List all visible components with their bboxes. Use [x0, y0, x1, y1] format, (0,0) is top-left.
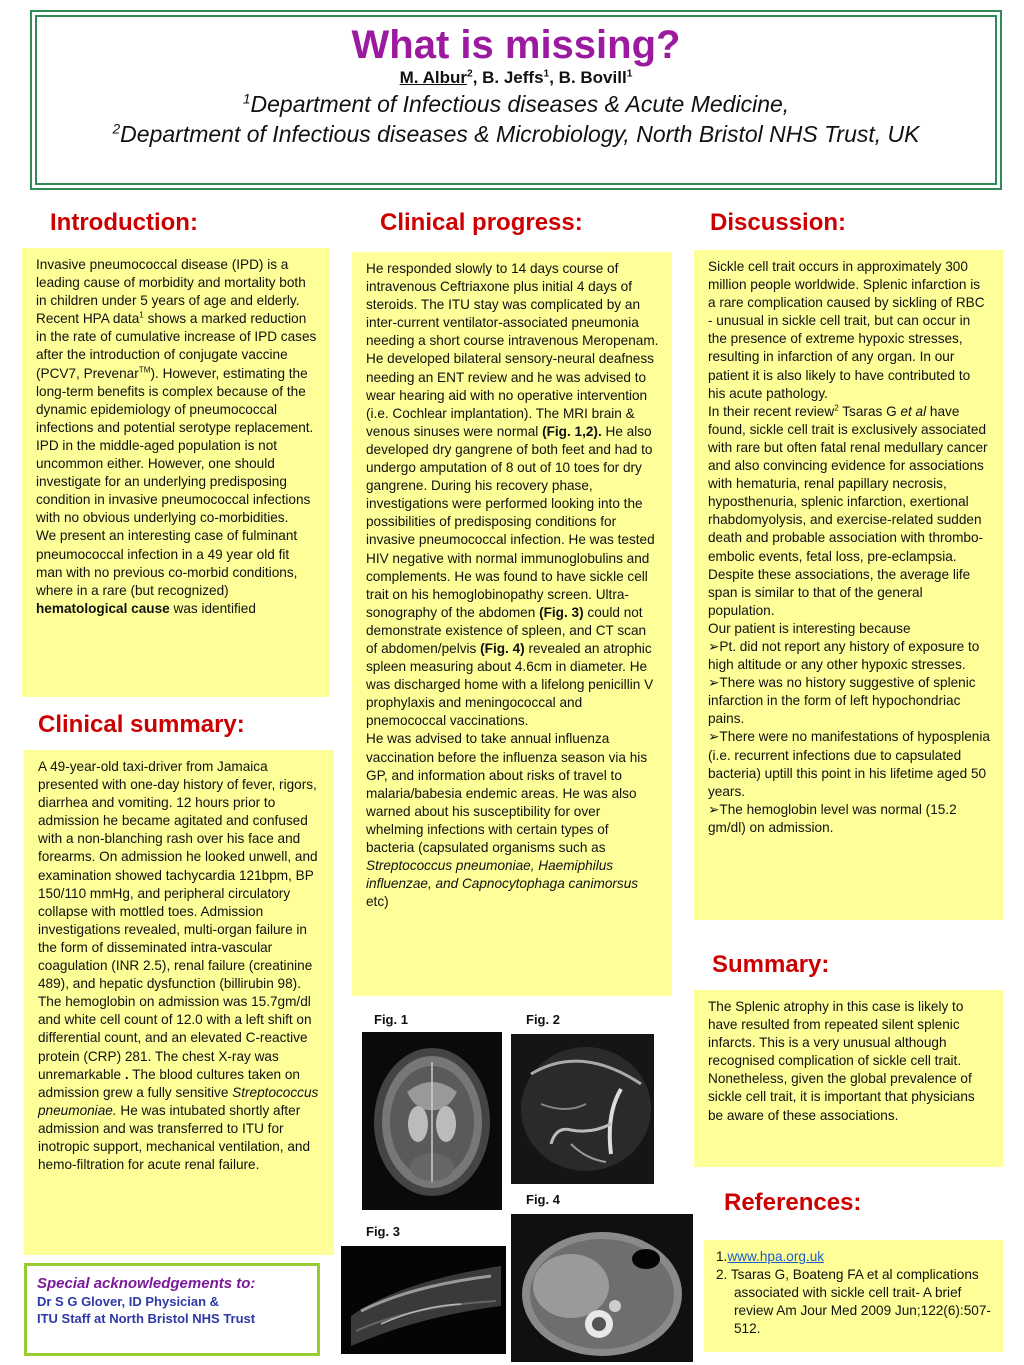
- references-heading: References:: [724, 1189, 862, 1216]
- reference-2: 2. Tsaras G, Boateng FA et al complications associated with sickle cell trait- A brief review Am Jour Med 2009 Jun;122(6):507-512.: [716, 1267, 991, 1337]
- clinical-progress-p2: He was advised to take annual influenza vaccination before the influenza season via his GP, and information about risks of travel to malaria/babesia endemic areas. He was also warned about his susceptibility for over whelming infections with certain types of bacteria (capsulated organisms such as Streptococcus pneumoniae, Haemiphilus influenzae, and Capnocytophaga canimorsus etc): [366, 731, 648, 910]
- fig-4-label: Fig. 4: [526, 1192, 560, 1207]
- discussion-bullet: ➢ There were no manifestations of hyposplenia (i.e. recurrent infections due to capsulated bacteria) uptill this point in his lifetime aged 50 years.: [708, 728, 991, 800]
- discussion-bullet: ➢ The hemoglobin level was normal (15.2 gm/dl) on admission.: [708, 801, 991, 837]
- summary-box: [694, 990, 1003, 1167]
- discussion-bullets: [708, 638, 991, 837]
- clinical-progress-box: [352, 252, 672, 996]
- discussion-bullet: ➢ Pt. did not report any history of exposure to high altitude or any other hypoxic stresses.: [708, 638, 991, 674]
- fig-4-ct-abdomen-image: [511, 1214, 693, 1362]
- introduction-p2: IPD in the middle-aged population is not uncommon either. However, one should investigate for an underlying predisposing condition in invasive pneumococcal infections with no obvious underlying co-morbidities.: [36, 437, 311, 526]
- poster-title: What is missing?: [351, 23, 681, 67]
- discussion-heading: Discussion:: [710, 209, 847, 236]
- summary-p2: Nonetheless, given the global prevalence of sickle cell trait, it is important that physicians be aware of these associations.: [708, 1071, 975, 1123]
- clinical-progress-p1: He responded slowly to 14 days course of intravenous Ceftriaxone plus initial 4 days of steroids. The ITU stay was complicated by an inter-current ventilator-associated pneumonia needing a short course intravenous Meropenam. He developed bilateral sensory-neural deafness needing an ENT review and he was advised to wear hearing aid with no operative intervention (i.e. Cochlear implantation). The MRI brain & venous sinuses were normal (Fig. 1,2). He also developed dry gangrene of both feet and had to undergo amputation of 8 out of 10 toes for dry gangrene. During his recovery phase, investigations were performed looking into the possibilities of predisposing conditions for invasive pneumococcal infection. He was tested HIV negative with normal immunoglobulins and complements. He was found to have sickle cell trait on his hemoglobinopathy screen. Ultra-sonography of the abdomen (Fig. 3) could not demonstrate existence of spleen, and CT scan of abdomen/pelvis (Fig. 4) revealed an atrophic spleen measuring about 4.6cm in diameter. He was discharged home with a lifelong penicillin V prophylaxis and meningococcal and pnemococcal vaccinations.: [366, 261, 659, 729]
- header: [35, 15, 997, 185]
- introduction-box: [22, 248, 330, 697]
- department-1: $^1$Department of Infectious diseases & Acute Medicine,: [242, 91, 790, 117]
- fig-1-label: Fig. 1: [374, 1012, 408, 1027]
- authors: M. Albur$^2$, B. Jeffs$^1$, B. Bovill$^1$: [399, 68, 633, 87]
- summary-heading: Summary:: [712, 951, 830, 978]
- clinical-summary-box: [24, 750, 334, 1255]
- fig-1-mri-brain-image: [362, 1032, 502, 1210]
- reference-1: 1.www.hpa.org.uk: [716, 1249, 825, 1264]
- fig-3-ultrasound-image: [341, 1246, 506, 1354]
- discussion-box: [694, 250, 1003, 920]
- clinical-summary-p2: The hemoglobin on admission was 15.7gm/dl and white cell count of 12.0 with a left shift on differential count, and an elevated C-reactive protein (CRP) 281. The chest X-ray was unremarkable . The blood cultures taken on admission grew a fully sensitive Streptococcus pneumoniae. He was intubated shortly after admission and was transferred to ITU for inotropic support, mechanical ventilation, and hemo-filtration for acute renal failure.: [38, 994, 319, 1173]
- fig-2-mr-venogram-image: [511, 1034, 654, 1184]
- introduction-heading: Introduction:: [50, 209, 198, 236]
- discussion-bullet: ➢ There was no history suggestive of splenic infarction in the form of left hypochondriac pains.: [708, 674, 991, 728]
- introduction-p1: Invasive pneumococcal disease (IPD) is a leading cause of morbidity and mortality both in children under 5 years of age and elderly. Recent HPA data$^1$ shows a marked reduction in the rate of cumulative increase of IPD cases after the introduction of conjugate vaccine (PCV7, Prevenar™). However, estimating the long-term benefits is complex because of the dynamic epidemiology of pneumococcal infections and potential serotype replacement.: [36, 257, 317, 435]
- acknowledgements-title: Special acknowledgements to:: [37, 1275, 256, 1292]
- department-2: $^2$Department of Infectious diseases & Microbiology, North Bristol NHS Trust, UK: [112, 121, 920, 147]
- author-1: M. Albur: [399, 68, 468, 87]
- acknowledgements-box: [24, 1263, 320, 1356]
- introduction-p3: We present an interesting case of fulminant pneumococcal infection in a 49 year old fit man with no previous co-morbid conditions, where in a rare (but recognized) hematological cause was identified: [36, 528, 298, 616]
- clinical-summary-heading: Clinical summary:: [38, 711, 245, 738]
- reference-1-link[interactable]: www.hpa.org.uk: [727, 1249, 825, 1264]
- fig-2-label: Fig. 2: [526, 1012, 560, 1027]
- discussion-p3: Our patient is interesting because: [708, 620, 911, 636]
- discussion-p1: Sickle cell trait occurs in approximately 300 million people worldwide. Splenic infarction is a rare complication caused by sickling of RBC - unusual in sickle cell trait, but can occur in the presence of extreme hypoxic stresses, resulting in infarction of any organ. In our patient it is also likely to have contributed to his acute pathology.: [708, 259, 985, 401]
- fig-3-label: Fig. 3: [366, 1224, 400, 1239]
- clinical-progress-heading: Clinical progress:: [380, 209, 583, 236]
- summary-p1: The Splenic atrophy in this case is likely to have resulted from repeated silent splenic infarcts. This is a very unusual although recognised complication of sickle cell trait.: [708, 999, 964, 1069]
- acknowledgements-line-2: ITU Staff at North Bristol NHS Trust: [37, 1311, 256, 1326]
- discussion-p2: In their recent review$^2$ Tsaras G et al have found, sickle cell trait is exclusively associated with rare but often fatal renal medullary cancer and also convincing evidence for associations with hematuria, renal papillary necrosis, hyposthenuria, splenic infarction, exertional rhabdomyolysis, and exercise-related sudden death and probable association with thrombo-embolic events, fetal loss, pre-eclampsia. Despite these associations, the average life span is similar to that of the general population.: [708, 403, 988, 618]
- references-box: [704, 1240, 1003, 1352]
- clinical-summary-p1: A 49-year-old taxi-driver from Jamaica presented with one-day history of fever, rigors, diarrhea and vomiting. 12 hours prior to admission he became agitated and confused with a non-blanching rash over his face and forearms. On admission he looked unwell, and examination showed tachycardia 121bpm, BP 150/110 mmHg, and peripheral circulatory collapse with mottled toes. Admission investigations revealed, multi-organ failure in the form of disseminated intra-vascular coagulation (INR 2.5), renal failure (creatinine 489), and hepatic dysfunction (billirubin 98).: [38, 759, 318, 992]
- acknowledgements-line-1: Dr S G Glover, ID Physician &: [37, 1294, 220, 1309]
